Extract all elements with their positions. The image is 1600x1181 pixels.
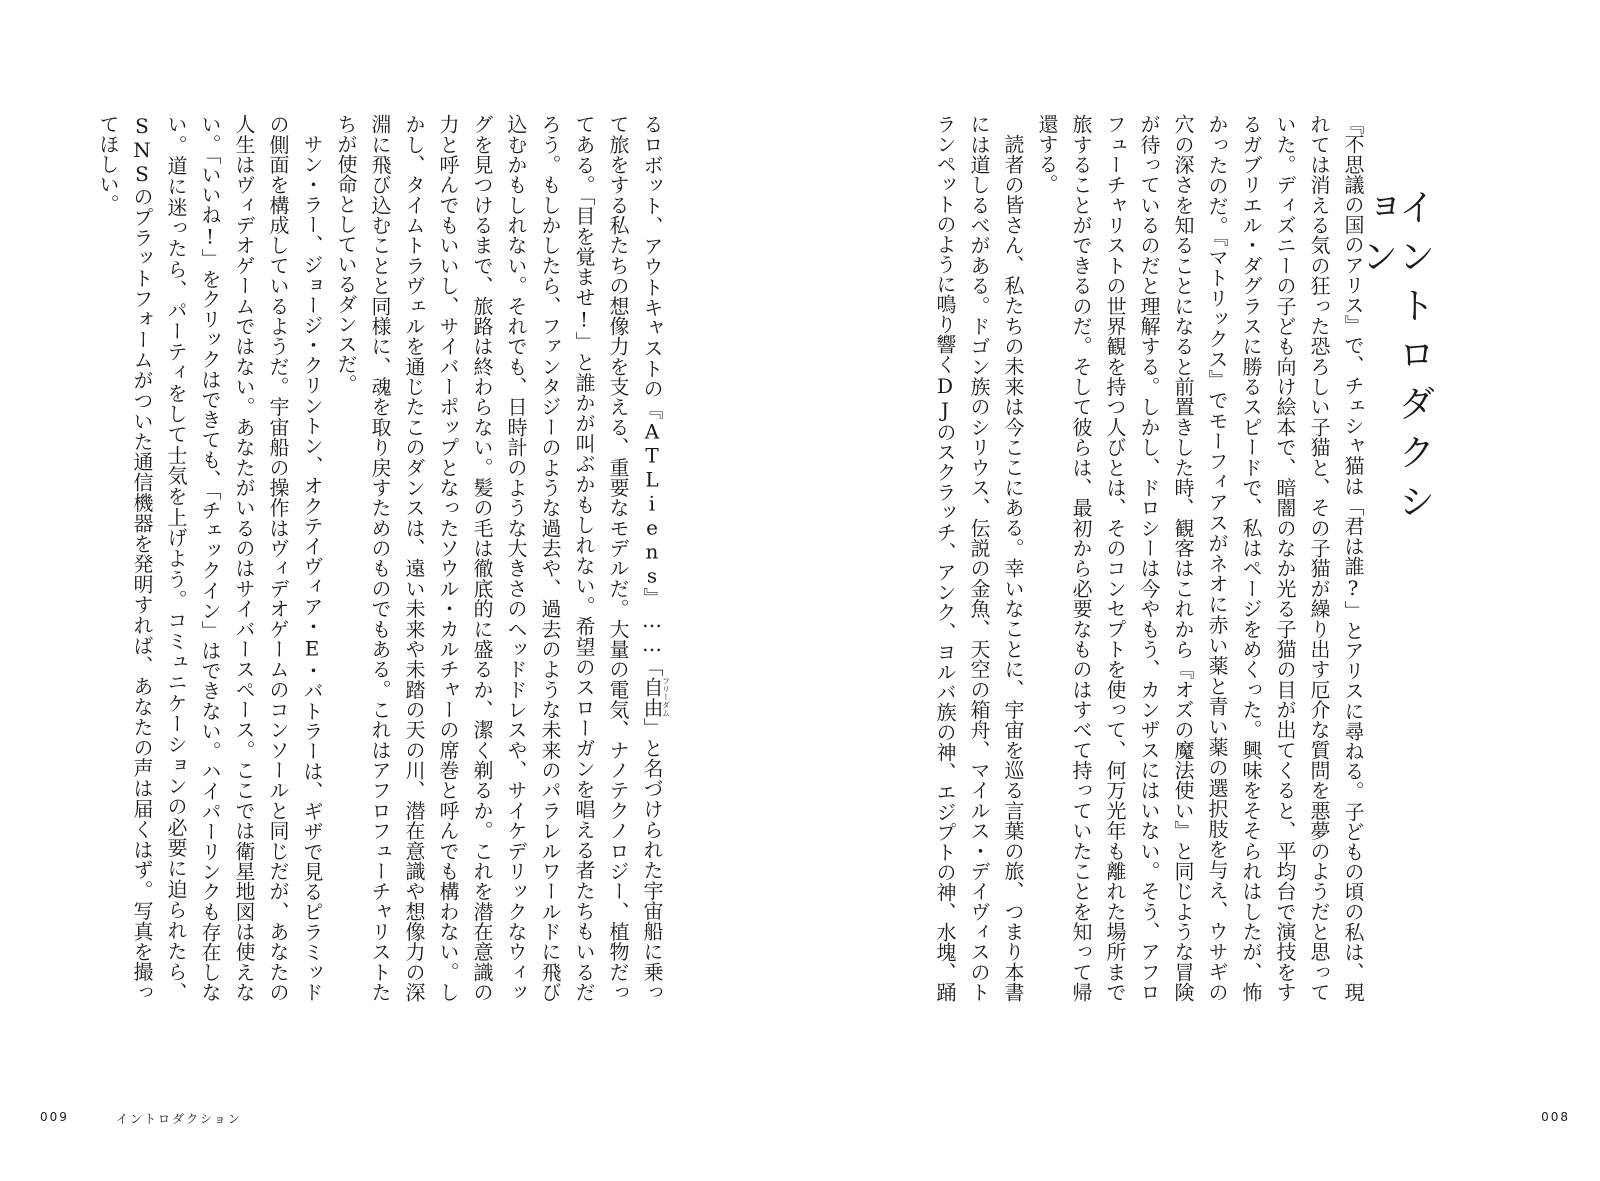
paragraph-1: 『不思議の国のアリス』で、チェシャ猫は「君は誰?」とアリスに尋ねる。子どもの頃の私は、現れては消える気の狂った恐ろしい子猫と、その子猫が繰り出す厄介な質問を悪夢のようだと思っていた。ディズニーの子ども向け絵本で、暗闇のなか光る子猫の目が出てくると、平均台で演技をするガブリエル・ダグラスに勝るスピードで、私はページをめくった。興味をそそられはしたが、怖かったのだ。『マトリックス』でモーフィアスがネオに赤い薬と青い薬の選択肢を与え、ウサギの穴の深さを知ることになると前置きした時、観客はこれから『オズの魔法使い』と同じような冒険が待っているのだと理解する。しかし、ドロシーは今やもう、カンザスにはいない。そう、アフロフューチャリストの世界観を持つ人びとは、そのコンセプトを使って、何万光年も離れた場所まで旅することができるのだ。そして彼らは、最初から必要なものはすべて持っていたことを知って帰還する。	[1035, 114, 1365, 1002]
ruby-reading: フリーダム	[661, 676, 671, 718]
paragraph-3-rest: 」と名づけられた宇宙船に乗って旅をする私たちの想像力を支える、重要なモデルだ。大量の電気、ナノテクノロジー、植物だってある。「目を覚ませ!」と誰かが叫ぶかもしれない。希望のスローガンを唱える者たちもいるだろう。もしかしたら、ファンタジーのような過去や、過去のような未来のパラレルワールドに飛び込むかもしれない。それでも、日時計のような大きさのヘッドドレスや、サイケデリックなウィッグを見つけるまで、旅路は終わらない。髪の毛は徹底的に盛るか、潔く剃るか。これを潜在意識の力と呼んでもいいし、サイバーポップとなったソウル・カルチャーの席巻と呼んでも構わない。しかし、タイムトラヴェルを通じたこのダンスは、遠い未来や未踏の天の川、潜在意識や想像力の深淵に飛び込むことと同様に、魂を取り戻すためのものでもある。これはアフロフューチャリストたちが使命としているダンスだ。	[334, 114, 664, 1003]
page-number-left: 009	[40, 1110, 69, 1124]
ruby-freedom	[640, 676, 671, 718]
page-number-right: 008	[1541, 1110, 1570, 1124]
paragraph-4: サン・ラー、ジョージ・クリントン、オクテイヴィア・E・バトラーは、ギザで見るピラミッドの側面を構成しているようだ。宇宙船の操作はヴィデオゲームのコンソールと同じだが、あなたの人生はヴィデオゲームではない。あなたがいるのはサイバースペース。ここでは衛星地図は使えない。「いいね!」をクリックはできても、「チェックイン」はできない。ハイパーリンクも存在しない。道に迷ったら、パーティをして士気を上げよう。コミュニケーションの必要に迫られたら、SNSのプラットフォームがついた通信機器を発明すれば、あなたの声は届くはず。写真を撮ってほしい。	[96, 114, 324, 1003]
right-page-body	[810, 114, 1370, 1002]
left-page-body	[96, 114, 671, 1003]
paragraph-2: 読者の皆さん、私たちの未来は今ここにある。幸いなことに、宇宙を巡る言葉の旅、つまり本書には道しるべがある。ドゴン族のシリウス、伝説の金魚、天空の箱舟、マイルス・デイヴィスのトランペットのように鳴り響くDJのスクラッチ、アンク、ヨルバ族の神、エジプトの神、水塊、踊	[933, 114, 1025, 1003]
paragraph-3	[329, 114, 670, 1002]
chapter-heading: イントロダクション	[1355, 188, 1435, 531]
ruby-base: 自由	[640, 676, 664, 718]
right-page	[800, 0, 1600, 1181]
running-title: イントロダクション	[116, 1112, 242, 1126]
paragraph-3-start: るロボット、アウトキャストの『ATLiens』……「	[640, 114, 664, 677]
